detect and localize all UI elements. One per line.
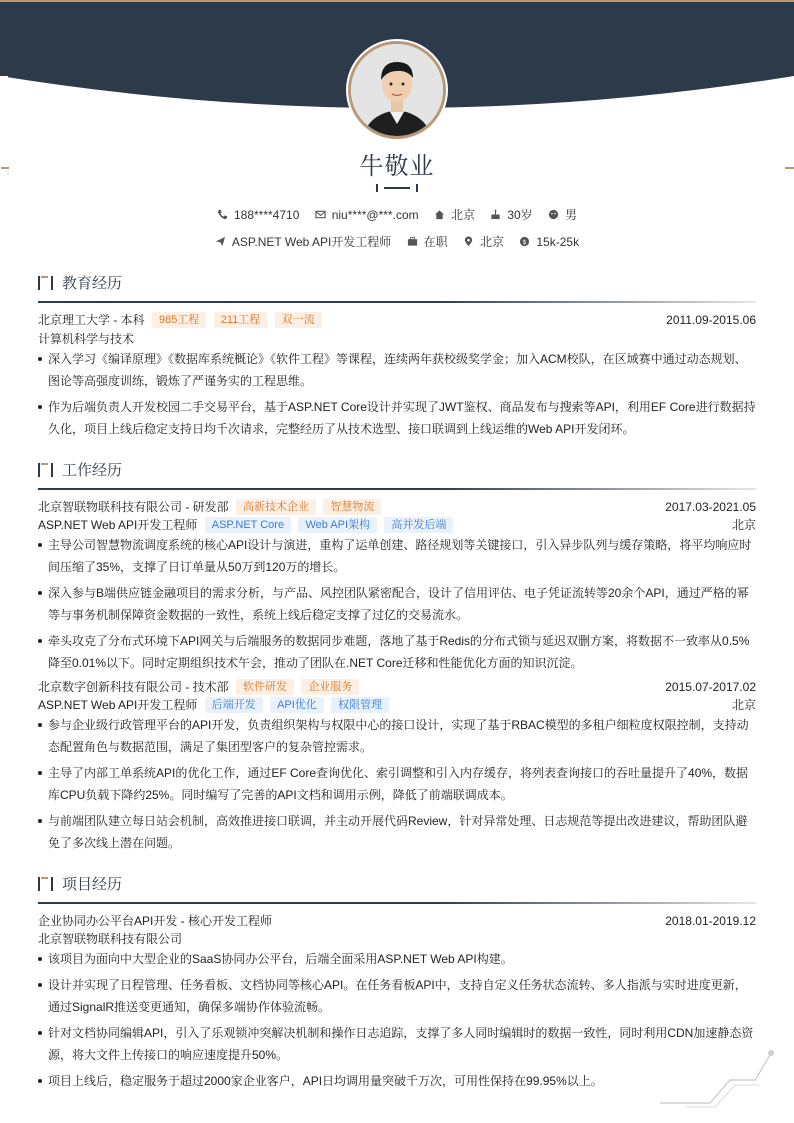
skill-tag: ASP.NET Core [205,517,291,533]
job-bullet: 牵头攻克了分布式环境下API网关与后端服务的数据同步难题，落地了基于Redis的分布式锁与延迟双删方案，将数据不一致率从0.5%降至0.01%以下。同时定期组织技术午会，推动了团队在.NET Core迁移和性能优化方面的知识沉淀。 [38,630,756,674]
phone-icon [217,209,228,220]
job-company-row [38,498,756,516]
company-tag: 智慧物流 [323,499,381,515]
company-tag: 企业服务 [301,679,359,695]
avatar [348,41,446,139]
home-icon [434,209,445,220]
age-text: 30岁 [507,208,533,222]
status-item [407,233,448,250]
school-tag: 双一流 [275,312,322,328]
job-bullet: 参与企业级行政管理平台的API开发，负责组织架构与权限中心的接口设计，实现了基于RBAC模型的多租户细粒度权限控制，支持动态配置角色与数据范围，满足了集团型客户的复杂管控需求。 [38,714,756,758]
project-bullet: 针对文档协同编辑API，引入了乐观锁冲突解决机制和操作日志追踪，支撑了多人同时编辑时的数据一致性，同时利用CDN加速静态资源，将大文件上传接口的响应速度提升50%。 [38,1022,756,1066]
briefcase-icon [407,236,418,247]
name-divider [376,183,418,193]
phone-item [217,208,299,222]
job-bullet: 与前端团队建立每日站会机制，高效推进接口联调，并主动开展代码Review，针对异常处理、日志规范等提出改进建议，帮助团队避免了多次线上潜在问题。 [38,810,756,854]
target-city-item [463,233,504,250]
job-city: 北京 [731,518,756,532]
contact-row [0,206,794,223]
education-major-row [38,330,756,348]
project-bullet: 该项目为面向中大型企业的SaaS协同办公平台，后端全面采用ASP.NET Web API构建。 [38,948,756,970]
project-divider [38,902,756,904]
job-period: 2017.03-2021.05 [665,500,756,514]
salary-item [519,235,579,249]
job-bullet: 深入参与B端供应链金融项目的需求分析，与产品、风控团队紧密配合，设计了信用评估、电子凭证流转等20余个API，通过严格的幂等与事务机制保障资金数据的一致性，系统上线后稳定支撑了过亿的交易流水。 [38,582,756,626]
target-job-text: ASP.NET Web API开发工程师 [231,235,392,249]
age-item [490,206,532,223]
status-text: 在职 [423,235,448,249]
gender-item [548,206,577,223]
gender-text: 男 [565,208,578,222]
skill-tag: 高并发后端 [384,517,453,533]
section-mark-icon [38,463,54,477]
email-item [315,208,419,222]
work-section-title: 工作经历 [38,459,122,480]
school-tag: 985工程 [152,312,206,328]
project-section-title: 项目经历 [38,873,122,894]
project-company-row [38,930,756,948]
company-tag: 软件研发 [236,679,294,695]
project-name-row [38,912,756,930]
phone-text: 188****4710 [233,207,300,222]
job-role-row [38,516,756,534]
job-bullet: 主导了内部工单系统API的优化工作，通过EF Core查询优化、索引调整和引入内存缓存，将列表查询接口的吞吐量提升了40%，数据库CPU负载下降约25%。同时编写了完善的API文档和调用示例，降低了前端联调成本。 [38,762,756,806]
project-bullet: 设计并实现了日程管理、任务看板、文档协同等核心API。在任务看板API中，支持自定义任务状态流转、多人指派与实时进度更新，通过SignalR推送变更通知，确保多端协作体验流畅。 [38,974,756,1018]
education-period: 2011.09-2015.06 [666,313,756,327]
candidate-name: 牛敬业 [359,153,435,180]
job-bullet: 主导公司智慧物流调度系统的核心API设计与演进，重构了运单创建、路径规划等关键接口，引入异步队列与缓存策略，将平均响应时间压缩了35%，支撑了日订单量从50万到120万的增长。 [38,534,756,578]
corner-decoration [655,1045,780,1110]
major: 计算机科学与技术 [38,332,135,346]
school-name: 北京理工大学 - 本科 [38,313,145,327]
job-intent-row [0,233,794,250]
project-bullet: 项目上线后，稳定服务于超过2000家企业客户，API日均调用量突破千万次，可用性保持在99.95%以上。 [38,1070,756,1092]
work-divider [38,488,756,490]
education-school-row [38,311,756,329]
education-bullet: 作为后端负责人开发校园二手交易平台，基于ASP.NET Core设计并实现了JWT鉴权、商品发布与搜索等API，利用EF Core进行数据持久化，项目上线后稳定支持日均千次请求，完整经历了从技术选型、接口联调到上线运维的Web API开发闭环。 [38,396,756,440]
job-city: 北京 [731,698,756,712]
job-company-row [38,678,756,696]
city-item [434,206,475,223]
cake-icon [490,209,501,220]
skill-tag: Web API架构 [298,517,377,533]
user-face-icon [548,209,559,220]
company-tag: 高新技术企业 [236,499,316,515]
education-section-title: 教育经历 [38,272,122,293]
job-role: ASP.NET Web API开发工程师 [38,518,198,532]
city-text: 北京 [450,208,475,222]
skill-tag: 后端开发 [205,697,263,713]
money-icon [519,236,530,247]
skill-tag: API优化 [270,697,324,713]
send-icon [215,236,226,247]
company-name: 北京智联物联科技有限公司 - 研发部 [38,500,229,514]
target-job-item [215,233,391,250]
skill-tag: 权限管理 [331,697,389,713]
email-icon [315,209,326,220]
target-city-text: 北京 [480,235,505,249]
section-mark-icon [38,276,54,290]
school-tag: 211工程 [214,312,268,328]
project-period: 2018.01-2019.12 [665,914,756,928]
project-company: 北京智联物联科技有限公司 [38,932,183,946]
location-pin-icon [463,236,474,247]
job-role: ASP.NET Web API开发工程师 [38,698,198,712]
salary-text: 15k-25k [536,234,580,249]
company-name: 北京数字创新科技有限公司 - 技术部 [38,680,229,694]
education-bullet: 深入学习《编译原理》《数据库系统概论》《软件工程》等课程，连续两年获校级奖学金；加入ACM校队，在区域赛中通过动态规划、图论等高强度训练，锻炼了严谨务实的工程思维。 [38,348,756,392]
project-name: 企业协同办公平台API开发 - 核心开发工程师 [38,914,273,928]
email-text: niu****@***.com [331,207,419,222]
section-mark-icon [38,877,54,891]
job-period: 2015.07-2017.02 [665,680,756,694]
svg-text:$: $ [522,237,527,246]
job-role-row [38,696,756,714]
education-divider [38,301,756,303]
